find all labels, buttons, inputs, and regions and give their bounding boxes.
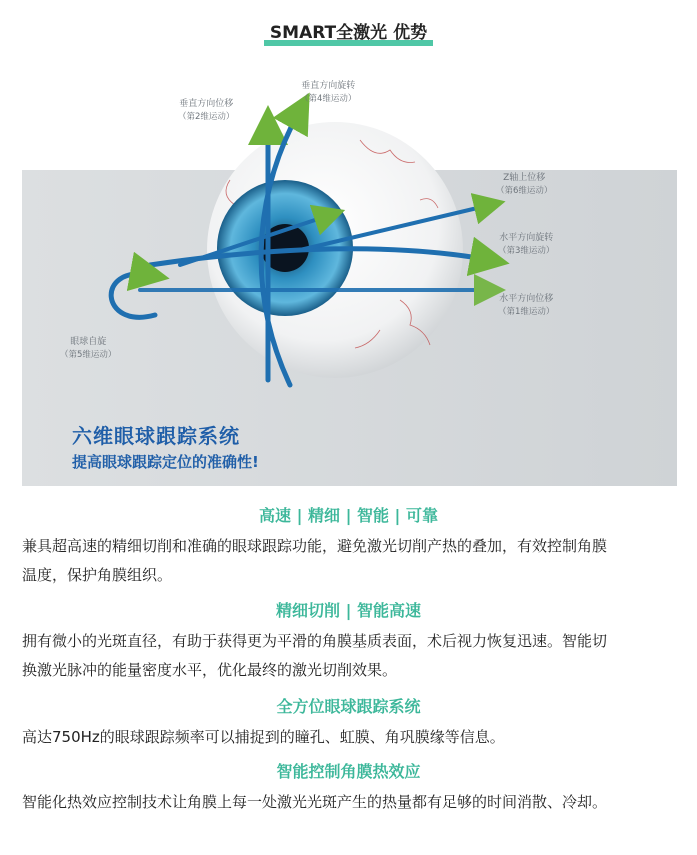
section-paragraph-4: 智能化热效应控制技术让角膜上每一处激光光斑产生的热量都有足够的时间消散、冷却。	[22, 793, 608, 811]
section-heading-1: 高速 | 精细 | 智能 | 可靠	[259, 506, 438, 525]
page-title-text: SMART全激光 优势	[264, 18, 433, 46]
section-paragraph-1: 兼具超高速的精细切削和准确的眼球跟踪功能，避免激光切削产热的叠加，有效控制角膜 温度，保护角膜组织。	[22, 537, 608, 584]
section-paragraph-3: 高达750Hz的眼球跟踪频率可以捕捉到的瞳孔、虹膜、角巩膜缘等信息。	[22, 728, 505, 746]
self-rotation-arrow	[111, 274, 155, 317]
figure-caption-subtitle: 提高眼球跟踪定位的准确性!	[72, 453, 259, 471]
section-heading-3: 全方位眼球跟踪系统	[276, 697, 421, 716]
label-self-rotation: 眼球自旋 （第5维运动）	[60, 337, 117, 360]
label-horizontal-shift: 水平方向位移 （第1维运动）	[498, 294, 555, 317]
label-vertical-shift: 垂直方向位移 （第2维运动）	[178, 99, 235, 122]
label-horizontal-rotation: 水平方向旋转 （第3维运动）	[498, 233, 555, 256]
section-heading-2: 精细切削 | 智能高速	[276, 601, 421, 620]
label-vertical-rotation: 垂直方向旋转 （第4维运动）	[300, 81, 357, 104]
label-z-shift: Z轴上位移 （第6维运动）	[496, 173, 553, 196]
section-heading-4: 智能控制角膜热效应	[276, 762, 421, 781]
figure-caption-title: 六维眼球跟踪系统	[72, 424, 240, 448]
section-paragraph-2: 拥有微小的光斑直径，有助于获得更为平滑的角膜基质表面，术后视力恢复迅速。智能切 换激光脉冲的能量密度水平，优化最终的激光切削效果。	[22, 632, 608, 679]
